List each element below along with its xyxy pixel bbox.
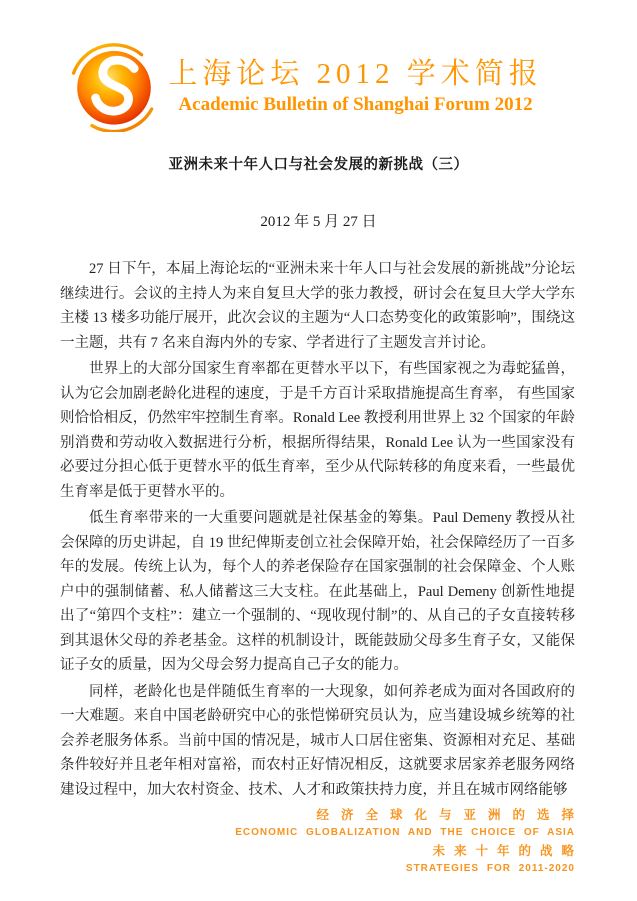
footer-slogan-chinese-1: 经济全球化与亚洲的选择 [316,808,586,822]
document-body [60,257,575,802]
header-title-block [160,57,551,116]
document-date: 2012 年 5 月 27 日 [260,214,377,230]
paragraph-4: 同样，老龄化也是伴随低生育率的一大现象，如何养老成为面对各国政府的一大难题。来自中国老龄研究中心的张恺悌研究员认为，应当建设城乡统筹的社会养老服务体系。当前中国的情况是，城市人口居住密集、资源相对充足、基础条件较好并且老年相对富裕，而农村正好情况相反，这就要求居家养老服务网络建设过程中，加大农村资金、技术、人才和政策扶持力度，并且在城市网络能够 [60,683,575,798]
footer-slogan-english-1: ECONOMIC GLOBALIZATION AND THE CHOICE OF ASIA [235,827,575,838]
footer-slogan-chinese-2: 未来十年的战略 [432,844,583,858]
paragraph-3: 低生育率带来的一大重要问题就是社保基金的筹集。Paul Demeny 教授从社会保障的历史讲起，自 19 世纪俾斯麦创立社会保障开始，社会保障经历了一百多年的发展。传统上认为，每个人的养老保险存在国家强制的社会保障金、个人账户中的强制储蓄、私人储蓄这三大支柱。在此基础上，Paul Demeny 创新性地提出了“第四个支柱”：建立一个强制的、“现收现付制”的、从自己的子女直接转移到其退休父母的养老基金。这样的机制设计，既能鼓励父母多生育子女，又能保证子女的质量，因为父母会努力提高自己子女的能力。 [60,510,575,673]
footer-slogan-english-2: STRATEGIES FOR 2011-2020 [405,863,575,874]
paragraph-2: 世界上的大部分国家生育率都在更替水平以下，有些国家视之为毒蛇猛兽，认为它会加剧老龄化进程的速度，于是千方百计采取措施提高生育率， 有些国家则恰恰相反，仍然牢牢控制生育率。Ronald Lee 教授利用世界上 32 个国家的年龄别消费和劳动收入数据进行分析，根据所得结果，Ronald Lee 认为一些国家没有必要过分担心低于更替水平的低生育率，至少从代际转移的角度来看，一些最优生育率是低于更替水平的。 [60,361,575,500]
shanghai-forum-logo-icon [68,40,160,132]
paragraph-1: 27 日下午，本届上海论坛的“亚洲未来十年人口与社会发展的新挑战”分论坛继续进行。会议的主持人为来自复旦大学的张力教授，研讨会在复旦大学大学东主楼 13 楼多功能厅展开，此次会议的主题为“人口态势变化的政策影响”，围绕这一主题，共有 7 名来自海内外的专家、学者进行了主题发言并讨论。 [60,261,575,351]
document-title: 亚洲未来十年人口与社会发展的新挑战（三） [168,157,469,173]
forum-title-chinese: 上海论坛 2012 学术简报 [168,57,543,90]
bulletin-footer [235,806,586,878]
bulletin-header [0,0,637,132]
forum-title-english: Academic Bulletin of Shanghai Forum 2012 [178,93,533,115]
